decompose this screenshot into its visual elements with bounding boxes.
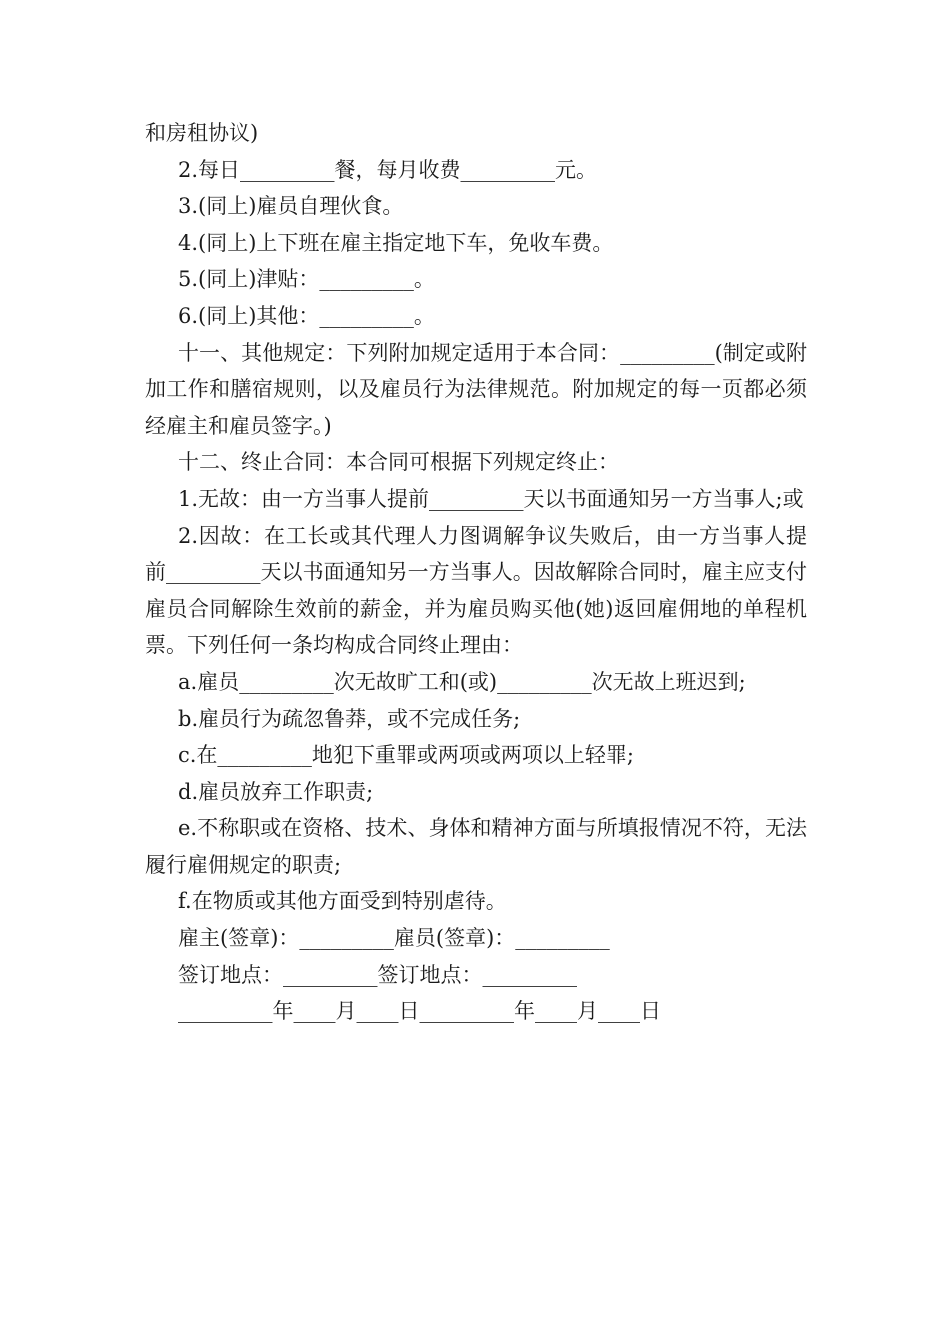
paragraph-signing-date: _________年____月____日_________年____月____日 (178, 999, 661, 1024)
paragraph-rent-continued: 和房租协议) (145, 121, 259, 145)
paragraph-other: 6.(同上)其他：_________。 (178, 303, 435, 328)
paragraph-allowance: 5.(同上)津贴：_________。 (178, 267, 435, 292)
paragraph-clause-12: 十二、终止合同：本合同可根据下列规定终止： (178, 450, 619, 475)
paragraph-reason-f: f.在物质或其他方面受到特别虐待。 (178, 889, 507, 914)
paragraph-reason-c: c.在_________地犯下重罪或两项或两项以上轻罪; (178, 743, 635, 768)
paragraph-reason-b: b.雇员行为疏忽鲁莽，或不完成任务; (178, 706, 521, 731)
paragraph-reason-a: a.雇员_________次无故旷工和(或)_________次无故上班迟到; (178, 669, 746, 694)
paragraph-termination-with-cause: 2.因故：在工长或其代理人力图调解争议失败后，由一方当事人提前_________天以书面通知另一方当事人。因故解除合同时，雇主应支付雇员合同解除生效前的薪金，并为雇员购买他(她)返回雇佣地的单程机票。下列任何一条均构成合同终止理由： (145, 523, 807, 658)
paragraph-reason-e: e.不称职或在资格、技术、身体和精神方面与所填报情况不符，无法履行雇佣规定的职责; (145, 816, 807, 877)
paragraph-transport: 4.(同上)上下班在雇主指定地下车，免收车费。 (178, 230, 614, 255)
paragraph-termination-without-cause: 1.无故：由一方当事人提前_________天以书面通知另一方当事人;或 (178, 486, 804, 511)
paragraph-meals: 2.每日_________餐，每月收费_________元。 (178, 157, 598, 182)
paragraph-self-meals: 3.(同上)雇员自理伙食。 (178, 194, 404, 219)
paragraph-clause-11: 十一、其他规定：下列附加规定适用于本合同：_________(制定或附加工作和膳宿规则，以及雇员行为法律规范。附加规定的每一页都必须经雇主和雇员签字。) (145, 340, 807, 438)
paragraph-reason-d: d.雇员放弃工作职责; (178, 779, 374, 804)
contract-text (145, 115, 807, 1030)
paragraph-signing-place: 签订地点：_________签订地点：_________ (178, 962, 577, 987)
paragraph-signatures: 雇主(签章)：_________雇员(签章)：_________ (178, 926, 610, 951)
